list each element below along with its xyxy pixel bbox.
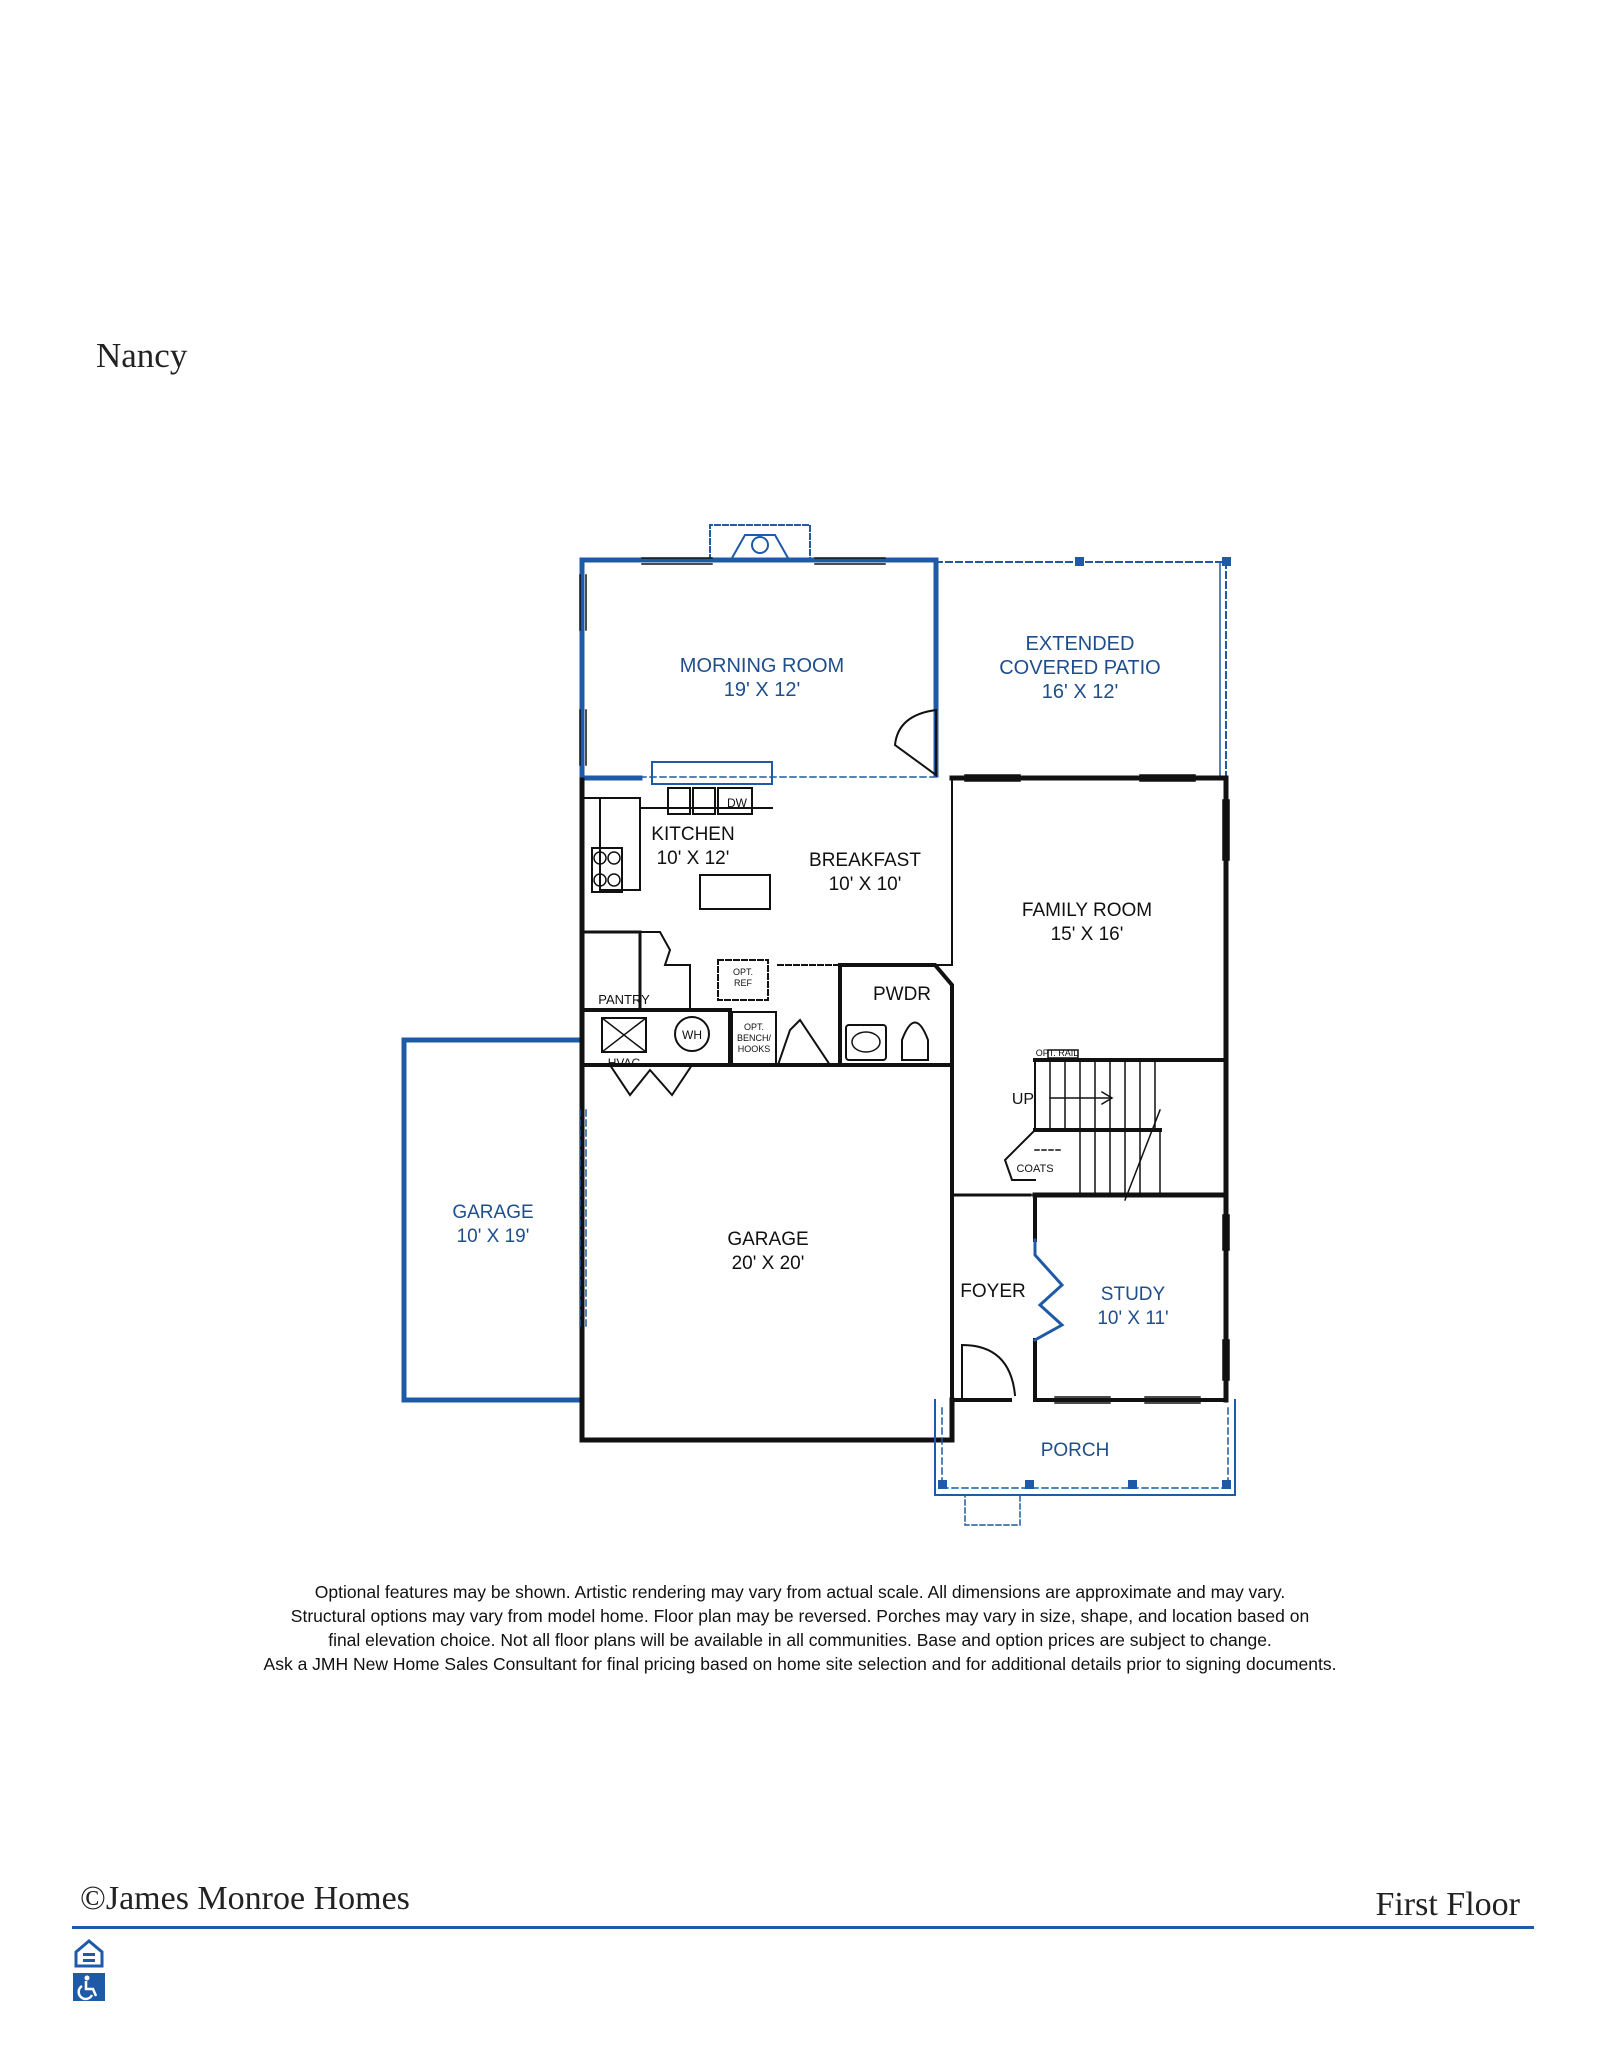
patio-name-2: COVERED PATIO [999,657,1161,679]
floor-name: First Floor [1375,1886,1520,1923]
family-room-name: FAMILY ROOM [1021,900,1153,921]
patio-size: 16' X 12' [1041,681,1119,703]
up-label: UP [1011,1091,1035,1108]
wh-label: WH [682,1028,702,1042]
dw-label: DW [727,796,747,810]
garage-main-size: 20' X 20' [731,1253,805,1274]
kitchen-size: 10' X 12' [656,848,730,869]
porch-name: PORCH [1040,1440,1110,1461]
family-room-size: 15' X 16' [1050,924,1124,945]
disclaimer [0,1580,1600,1676]
garage-small-size: 10' X 19' [456,1226,530,1247]
accessibility-icon [72,1972,106,2002]
pwdr-name: PWDR [872,984,932,1005]
opt-ref-label-1: OPT. [732,967,754,977]
opt-rail-label: OPT. RAIL [1035,1048,1079,1058]
breakfast-name: BREAKFAST [809,850,921,871]
study-name: STUDY [1100,1284,1166,1305]
morning-room-size: 19' X 12' [723,679,801,701]
hvac-label: HVAC [607,1056,641,1070]
company-name: ©James Monroe Homes [80,1880,410,1917]
footer-rule [72,1926,1534,1929]
opt-bench-label-2: BENCH/ [736,1033,772,1043]
breakfast-size: 10' X 10' [828,874,902,895]
disclaimer-line: Structural options may vary from model home. Floor plan may be reversed. Porches may vary in size, shape, and location based on [290,1606,1310,1626]
disclaimer-line: Optional features may be shown. Artistic rendering may vary from actual scale. All dimensions are approximate and may vary. [314,1582,1286,1602]
opt-bench-label-1: OPT. [743,1022,765,1032]
equal-housing-icon [72,1938,106,1968]
garage-main-name: GARAGE [727,1229,809,1250]
morning-room-name: MORNING ROOM [679,655,845,677]
foyer-name: FOYER [960,1281,1026,1302]
pantry-name: PANTRY [598,992,650,1007]
garage-small-name: GARAGE [452,1202,534,1223]
opt-bench-label-3: HOOKS [737,1044,771,1054]
fireplace [710,525,810,560]
model-name: Nancy [96,336,188,375]
opt-ref-label-2: REF [734,978,752,988]
study-wall-opening [1035,1240,1062,1340]
kitchen-name: KITCHEN [651,824,735,845]
patio-name-1: EXTENDED [1025,633,1135,655]
study-size: 10' X 11' [1097,1308,1169,1329]
disclaimer-line: final elevation choice. Not all floor plans will be available in all communities. Base and option prices are subject to change. [328,1630,1272,1650]
disclaimer-line: Ask a JMH New Home Sales Consultant for final pricing based on home site selection and for additional details prior to signing documents. [263,1654,1337,1674]
coats-label: COATS [1016,1163,1054,1175]
